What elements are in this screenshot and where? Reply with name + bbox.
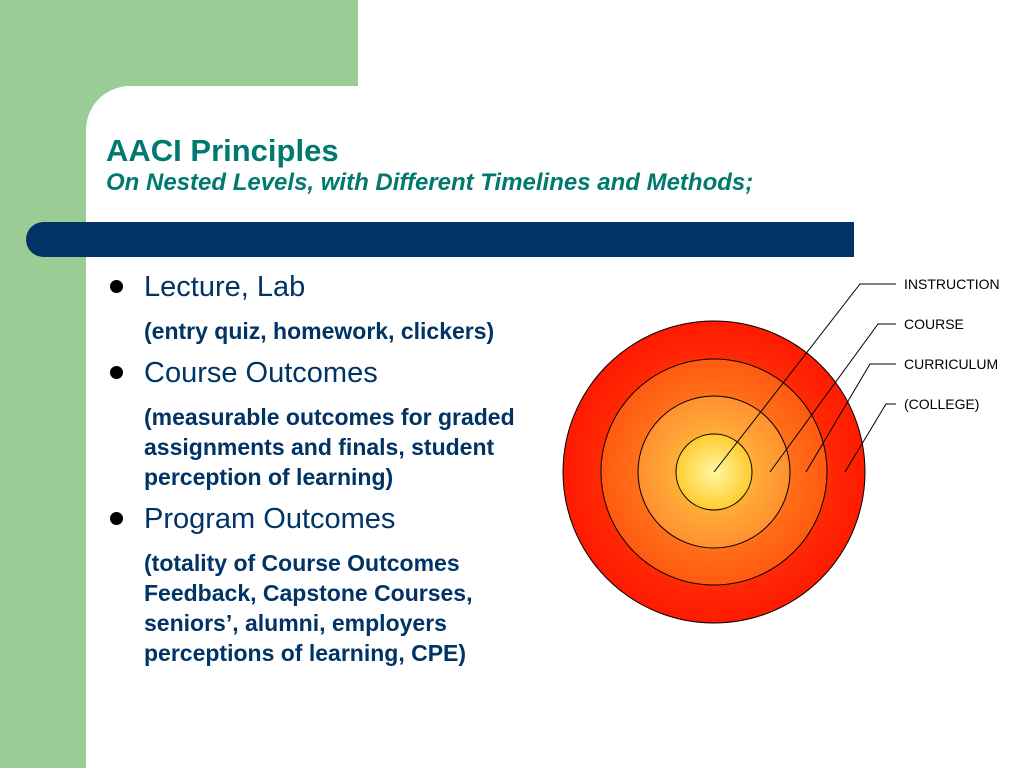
label-instruction: INSTRUCTION	[904, 276, 1000, 292]
bullet-heading: Course Outcomes	[144, 357, 378, 389]
bullet-heading: Lecture, Lab	[144, 271, 306, 303]
bullet-detail: (entry quiz, homework, clickers)	[144, 318, 495, 344]
bullet-detail: (measurable outcomes for graded assignments and finals, student perception of learning)	[144, 404, 515, 490]
bullet-detail: (totality of Course Outcomes Feedback, Capstone Courses, seniors’, alumni, employers perceptions of learning, CPE)	[144, 550, 473, 666]
label-course: COURSE	[904, 316, 964, 332]
label-college: (COLLEGE)	[904, 396, 980, 412]
slide-subtitle: On Nested Levels, with Different Timelines and Methods;	[106, 169, 754, 196]
slide-title: AACI Principles	[106, 133, 339, 168]
label-curriculum: CURRICULUM	[904, 356, 999, 372]
bullet-heading: Program Outcomes	[144, 503, 396, 535]
